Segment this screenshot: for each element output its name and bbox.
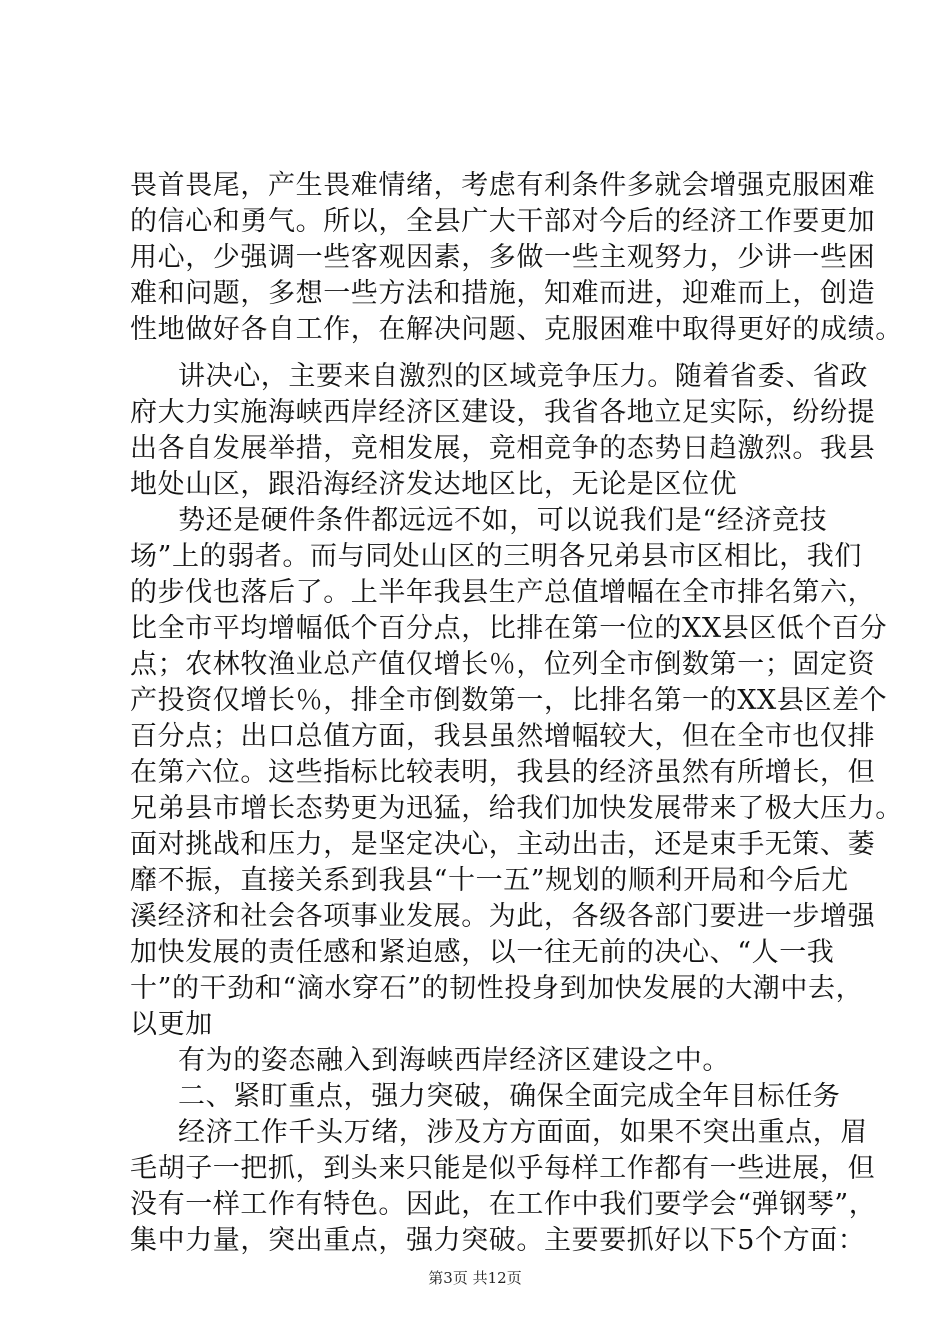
text-line: 性地做好各自工作，在解决问题、克服困难中取得更好的成绩。 xyxy=(130,314,903,345)
text-line: 十”的干劲和“滴水穿石”的韧性投身到加快发展的大潮中去， xyxy=(130,973,864,1004)
text-line: 难和问题，多想一些方法和措施，知难而进，迎难而上，创造 xyxy=(130,278,876,309)
text-line: 产投资仅增长％，排全市倒数第一，比排名第一的XX县区差个 xyxy=(130,685,888,716)
text-line: 的信心和勇气。所以，全县广大干部对今后的经济工作要更加 xyxy=(130,206,876,237)
text-line: 的步伐也落后了。上半年我县生产总值增幅在全市排名第六， xyxy=(130,577,876,608)
text-line: 以更加 xyxy=(130,1009,213,1040)
text-line: 毛胡子一把抓，到头来只能是似乎每样工作都有一些进展，但 xyxy=(130,1153,876,1184)
text-line: 百分点；出口总值方面，我县虽然增幅较大，但在全市也仅排 xyxy=(130,721,876,752)
text-line: 经济工作千头万绪，涉及方方面面，如果不突出重点，眉 xyxy=(178,1117,868,1148)
text-line: 面对挑战和压力，是坚定决心，主动出击，还是束手无策、萎 xyxy=(130,829,876,860)
section-heading: 二、紧盯重点，强力突破，确保全面完成全年目标任务 xyxy=(178,1081,841,1112)
text-line: 加快发展的责任感和紧迫感，以一往无前的决心、“人一我 xyxy=(130,937,835,968)
text-line: 讲决心，主要来自激烈的区域竞争压力。随着省委、省政 xyxy=(178,361,868,392)
text-line: 没有一样工作有特色。因此，在工作中我们要学会“弹钢琴”， xyxy=(130,1189,877,1220)
text-line: 畏首畏尾，产生畏难情绪，考虑有利条件多就会增强克服困难 xyxy=(130,170,876,201)
text-line: 场”上的弱者。而与同处山区的三明各兄弟县市区相比，我们 xyxy=(130,541,863,572)
text-line: 地处山区，跟沿海经济发达地区比，无论是区位优 xyxy=(130,469,738,500)
text-line: 集中力量，突出重点，强力突破。主要要抓好以下5个方面： xyxy=(130,1225,866,1256)
text-line: 点；农林牧渔业总产值仅增长％，位列全市倒数第一；固定资 xyxy=(130,649,876,680)
text-line: 有为的姿态融入到海峡西岸经济区建设之中。 xyxy=(178,1045,730,1076)
text-line: 溪经济和社会各项事业发展。为此，各级各部门要进一步增强 xyxy=(130,901,876,932)
text-line: 兄弟县市增长态势更为迅猛，给我们加快发展带来了极大压力。 xyxy=(130,793,903,824)
page-number: 第3页 共12页 xyxy=(428,1269,522,1287)
text-line: 府大力实施海峡西岸经济区建设，我省各地立足实际，纷纷提 xyxy=(130,397,876,428)
text-line: 比全市平均增幅低个百分点，比排在第一位的XX县区低个百分 xyxy=(130,613,888,644)
text-line: 出各自发展举措，竞相发展，竞相竞争的态势日趋激烈。我县 xyxy=(130,433,876,464)
text-line: 势还是硬件条件都远远不如，可以说我们是“经济竞技 xyxy=(178,505,828,536)
text-line: 在第六位。这些指标比较表明，我县的经济虽然有所增长，但 xyxy=(130,757,876,788)
text-line: 靡不振，直接关系到我县“十一五”规划的顺利开局和今后尤 xyxy=(130,865,849,896)
text-line: 用心，少强调一些客观因素，多做一些主观努力，少讲一些困 xyxy=(130,242,876,273)
